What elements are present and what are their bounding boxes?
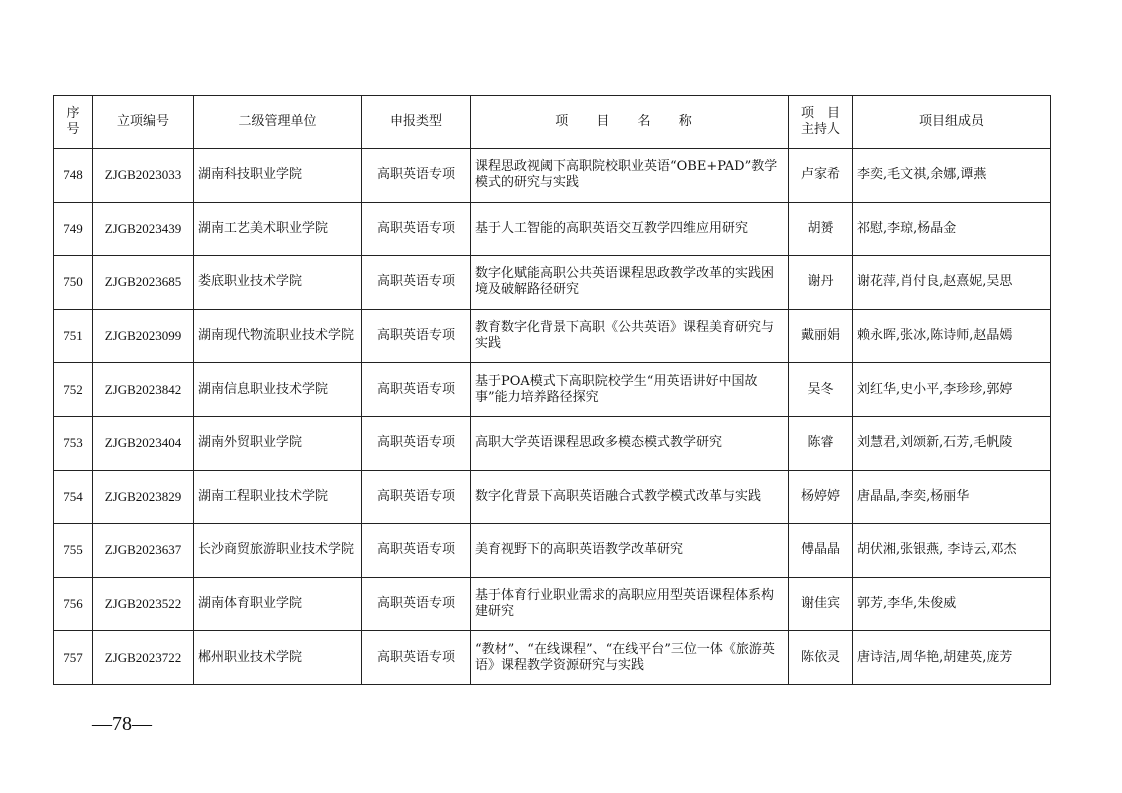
cell-code: ZJGB2023099 [93,309,194,363]
cell-code: ZJGB2023033 [93,149,194,203]
cell-leader: 谢丹 [789,256,853,310]
cell-name: 教育数字化背景下高职《公共英语》课程美育研究与实践 [471,309,789,363]
cell-unit: 郴州职业技术学院 [194,631,362,685]
cell-code: ZJGB2023722 [93,631,194,685]
cell-name: 数字化背景下高职英语融合式教学模式改革与实践 [471,470,789,524]
cell-unit: 湖南外贸职业学院 [194,416,362,470]
cell-index: 749 [54,202,93,256]
cell-unit: 湖南现代物流职业技术学院 [194,309,362,363]
header-index-text: 序 号 [66,106,80,137]
cell-index: 748 [54,149,93,203]
cell-type: 高职英语专项 [362,256,471,310]
cell-leader: 戴丽娟 [789,309,853,363]
cell-type: 高职英语专项 [362,524,471,578]
cell-leader: 卢家希 [789,149,853,203]
cell-index: 755 [54,524,93,578]
cell-members: 祁慰,李琼,杨晶金 [853,202,1051,256]
cell-members: 谢花萍,肖付良,赵熹妮,吴思 [853,256,1051,310]
cell-members: 刘红华,史小平,李珍珍,郭婷 [853,363,1051,417]
cell-name: “教材”、“在线课程”、“在线平台”三位一体《旅游英语》课程教学资源研究与实践 [471,631,789,685]
cell-leader: 谢佳宾 [789,577,853,631]
table-row [54,309,1051,363]
cell-code: ZJGB2023522 [93,577,194,631]
cell-type: 高职英语专项 [362,577,471,631]
cell-index: 752 [54,363,93,417]
cell-unit: 湖南工艺美术职业学院 [194,202,362,256]
cell-unit: 娄底职业技术学院 [194,256,362,310]
cell-type: 高职英语专项 [362,309,471,363]
cell-code: ZJGB2023685 [93,256,194,310]
table-row [54,202,1051,256]
table-row [54,149,1051,203]
header-name: 项 目 名 称 [471,96,789,149]
cell-type: 高职英语专项 [362,416,471,470]
cell-leader: 杨婷婷 [789,470,853,524]
cell-type: 高职英语专项 [362,363,471,417]
cell-members: 郭芳,李华,朱俊威 [853,577,1051,631]
cell-name: 高职大学英语课程思政多模态模式教学研究 [471,416,789,470]
cell-leader: 陈依灵 [789,631,853,685]
cell-name: 课程思政视阈下高职院校职业英语“OBE+PAD”教学模式的研究与实践 [471,149,789,203]
cell-unit: 长沙商贸旅游职业技术学院 [194,524,362,578]
header-unit: 二级管理单位 [194,96,362,149]
cell-type: 高职英语专项 [362,470,471,524]
cell-type: 高职英语专项 [362,202,471,256]
table-row [54,577,1051,631]
cell-type: 高职英语专项 [362,631,471,685]
cell-name: 数字化赋能高职公共英语课程思政教学改革的实践困境及破解路径研究 [471,256,789,310]
cell-members: 唐诗洁,周华艳,胡建英,庞芳 [853,631,1051,685]
table-row [54,524,1051,578]
table-row [54,256,1051,310]
project-table [53,95,1051,685]
page-number: —78— [92,713,152,735]
cell-index: 751 [54,309,93,363]
cell-name: 基于POA模式下高职院校学生“用英语讲好中国故事”能力培养路径探究 [471,363,789,417]
cell-code: ZJGB2023829 [93,470,194,524]
cell-leader: 吴冬 [789,363,853,417]
cell-name: 基于体育行业职业需求的高职应用型英语课程体系构建研究 [471,577,789,631]
cell-index: 754 [54,470,93,524]
cell-members: 唐晶晶,李奕,杨丽华 [853,470,1051,524]
header-leader [789,96,853,149]
table-row [54,470,1051,524]
cell-leader: 陈睿 [789,416,853,470]
cell-name: 美育视野下的高职英语教学改革研究 [471,524,789,578]
cell-unit: 湖南工程职业技术学院 [194,470,362,524]
cell-unit: 湖南信息职业技术学院 [194,363,362,417]
header-members: 项目组成员 [853,96,1051,149]
header-row [54,96,1051,149]
cell-code: ZJGB2023404 [93,416,194,470]
header-type: 申报类型 [362,96,471,149]
cell-code: ZJGB2023439 [93,202,194,256]
cell-code: ZJGB2023637 [93,524,194,578]
table-row [54,416,1051,470]
cell-code: ZJGB2023842 [93,363,194,417]
cell-leader: 胡赟 [789,202,853,256]
cell-index: 756 [54,577,93,631]
table-row [54,631,1051,685]
header-leader-text: 项 目 主持人 [800,106,840,137]
cell-name: 基于人工智能的高职英语交互教学四维应用研究 [471,202,789,256]
cell-unit: 湖南体育职业学院 [194,577,362,631]
cell-members: 刘慧君,刘颂新,石芳,毛帆陵 [853,416,1051,470]
cell-index: 750 [54,256,93,310]
cell-unit: 湖南科技职业学院 [194,149,362,203]
cell-members: 李奕,毛文祺,余娜,谭燕 [853,149,1051,203]
cell-members: 赖永晖,张冰,陈诗师,赵晶嫣 [853,309,1051,363]
table-row [54,363,1051,417]
cell-leader: 傅晶晶 [789,524,853,578]
cell-index: 757 [54,631,93,685]
cell-index: 753 [54,416,93,470]
header-code: 立项编号 [93,96,194,149]
cell-type: 高职英语专项 [362,149,471,203]
cell-members: 胡伏湘,张银燕, 李诗云,邓杰 [853,524,1051,578]
header-index [54,96,93,149]
